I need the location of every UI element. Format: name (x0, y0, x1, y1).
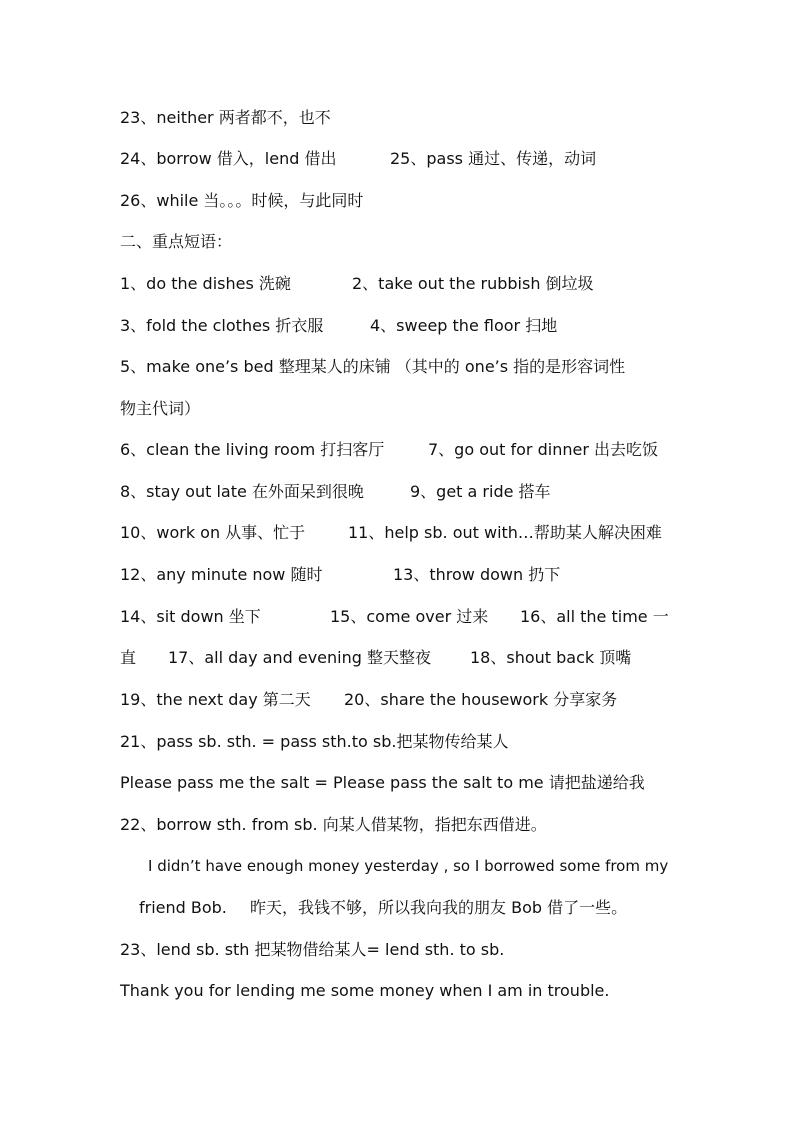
text-segment: 4、sweep the floor 扫地 (370, 316, 558, 335)
text-segment: 10、work on 从事、忙于 (120, 523, 306, 542)
text-segment: 二、重点短语： (120, 232, 233, 251)
text-segment: 23、neither 两者都不，也不 (120, 108, 331, 127)
text-segment: 物主代词） (120, 399, 201, 418)
text-segment: Please pass me the salt = Please pass the salt to me 请把盐递给我 (120, 773, 645, 792)
text-segment: I didn’t have enough money yesterday , so I borrowed some from my (148, 857, 669, 875)
text-segment: 26、while 当。。。时候，与此同时 (120, 191, 364, 210)
text-segment: 16、all the time 一 (520, 607, 669, 626)
text-segment: 23、lend sb. sth 把某物借给某人= lend sth. to sb. (120, 940, 505, 959)
text-segment: Thank you for lending me some money when I am in trouble. (120, 981, 610, 1000)
text-segment: 14、sit down 坐下 (120, 607, 261, 626)
text-segment: 直 (120, 648, 137, 667)
text-segment: 18、shout back 顶嘴 (470, 648, 632, 667)
text-segment: 5、make one’s bed 整理某人的床铺 （其中的 one’s 指的是形容词性 (120, 357, 626, 376)
text-segment: 15、come over 过来 (330, 607, 489, 626)
text-segment: 13、throw down 扔下 (393, 565, 561, 584)
text-segment: 2、take out the rubbish 倒垃圾 (352, 274, 594, 293)
text-segment: 1、do the dishes 洗碗 (120, 274, 291, 293)
text-segment: 3、fold the clothes 折衣服 (120, 316, 324, 335)
text-segment: 8、stay out late 在外面呆到很晚 (120, 482, 364, 501)
text-segment: 7、go out for dinner 出去吃饭 (428, 440, 658, 459)
text-segment: 9、get a ride 搭车 (410, 482, 551, 501)
text-segment: 6、clean the living room 打扫客厅 (120, 440, 385, 459)
text-segment: 25、pass 通过、传递，动词 (390, 149, 597, 168)
text-segment: 22、borrow sth. from sb. 向某人借某物，指把东西借进。 (120, 815, 547, 834)
text-segment: 24、borrow 借入，lend 借出 (120, 149, 337, 168)
text-segment: 17、all day and evening 整天整夜 (168, 648, 431, 667)
text-segment: 12、any minute now 随时 (120, 565, 323, 584)
text-segment: 19、the next day 第二天 (120, 690, 311, 709)
text-segment: friend Bob. (139, 898, 227, 917)
text-segment: 11、help sb. out with…帮助某人解决困难 (348, 523, 662, 542)
text-segment: 21、pass sb. sth. = pass sth.to sb.把某物传给某人 (120, 732, 509, 751)
text-segment: 20、share the housework 分享家务 (344, 690, 618, 709)
text-segment: 昨天，我钱不够，所以我向我的朋友 Bob 借了一些。 (250, 898, 628, 917)
